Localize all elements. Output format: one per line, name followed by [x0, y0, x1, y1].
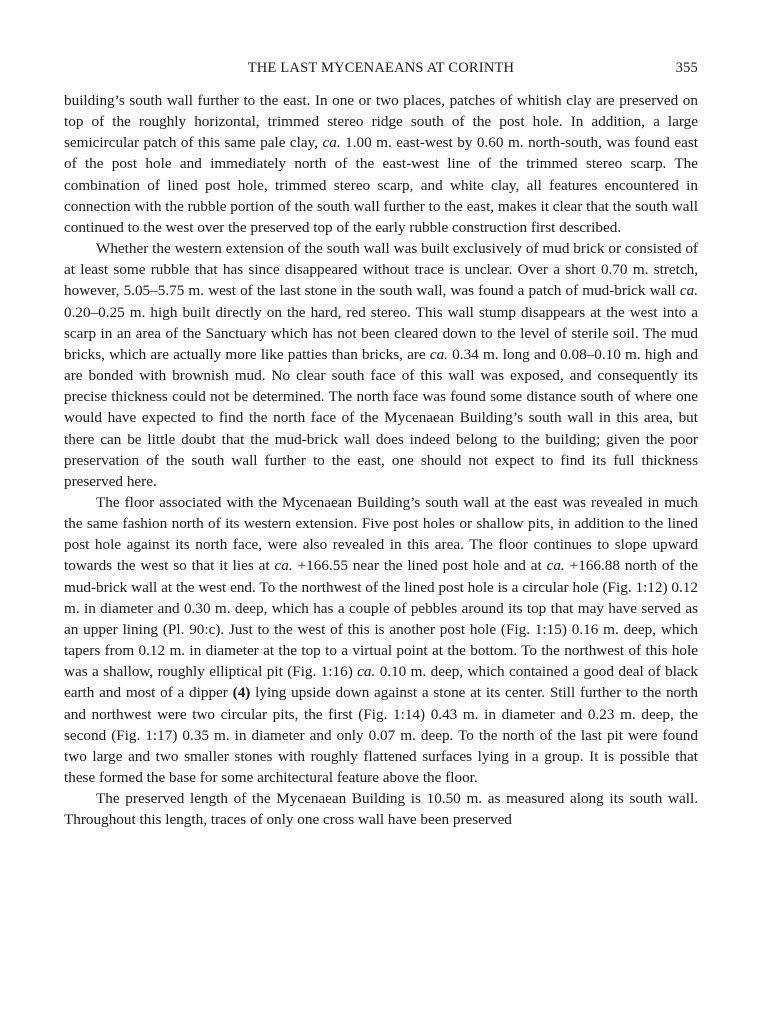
page-number: 355: [675, 60, 698, 76]
body-text: [64, 90, 698, 830]
paragraph-3: The floor associated with the Mycenaean Building’s south wall at the east was revealed in much the same fashion north of its western extension. Five post holes or shallow pits, in addition to the lined post hole against its north face, were also revealed in this area. The floor continues to slope upward towards the west so that it lies at ca. +166.55 near the lined post hole and at ca. +166.88 north of the mud-brick wall at the west end. To the northwest of the lined post hole is a circular hole (Fig. 1:12) 0.12 m. in diameter and 0.30 m. deep, which has a couple of pebbles around its top that may have served as an upper lining (Pl. 90:c). Just to the west of this is another post hole (Fig. 1:15) 0.16 m. deep, which tapers from 0.12 m. in diameter at the top to a virtual point at the bottom. To the northwest of this hole was a shallow, roughly elliptical pit (Fig. 1:16) ca. 0.10 m. deep, which contained a good deal of black earth and most of a dipper (4) lying upside down against a stone at its center. Still further to the north and northwest were two circular pits, the first (Fig. 1:14) 0.43 m. in diameter and 0.23 m. deep, the second (Fig. 1:17) 0.35 m. in diameter and only 0.07 m. deep. To the north of the last pit were found two large and two smaller stones with roughly flattened surfaces lying in a group. It is possible that these formed the base for some architectural feature above the floor.: [64, 493, 699, 786]
page-header: [64, 60, 698, 82]
running-title: THE LAST MYCENAEANS AT CORINTH: [247, 60, 515, 76]
paragraph-1: building’s south wall further to the east. In one or two places, patches of whitish clay are preserved on top of the roughly horizontal, trimmed stereo ridge south of the post hole. In addition, a large semicircular patch of this same pale clay, ca. 1.00 m. east-west by 0.60 m. north-south, was found east of the post hole and immediately north of the east-west line of the trimmed stereo scarp. The combination of lined post hole, trimmed stereo scarp, and white clay, all features encountered in connection with the rubble portion of the south wall further to the east, makes it clear that the south wall continued to the west over the preserved top of the early rubble construction first described.: [64, 92, 698, 236]
paragraph-4: The preserved length of the Mycenaean Building is 10.50 m. as measured along its south wall. Throughout this length, traces of only one cross wall have been preserved: [64, 790, 698, 829]
paragraph-2: Whether the western extension of the south wall was built exclusively of mud brick or consisted of at least some rubble that has since disappeared without trace is unclear. Over a short 0.70 m. stretch, however, 5.05–5.75 m. west of the last stone in the south wall, was found a patch of mud-brick wall ca. 0.20–0.25 m. high built directly on the hard, red stereo. This wall stump disappears at the west into a scarp in an area of the Sanctuary which has not been cleared down to the level of sterile soil. The mud bricks, which are actually more like patties than bricks, are ca. 0.34 m. long and 0.08–0.10 m. high and are bonded with brownish mud. No clear south face of this wall was exposed, and consequently its precise thickness could not be determined. The north face was found some distance south of where one would have expected to find the north face of the Mycenaean Building’s south wall in this area, but there can be little doubt that the mud-brick wall does indeed belong to the building; given the poor preservation of the south wall further to the east, one should not expect to find its full thickness preserved here.: [64, 240, 698, 490]
